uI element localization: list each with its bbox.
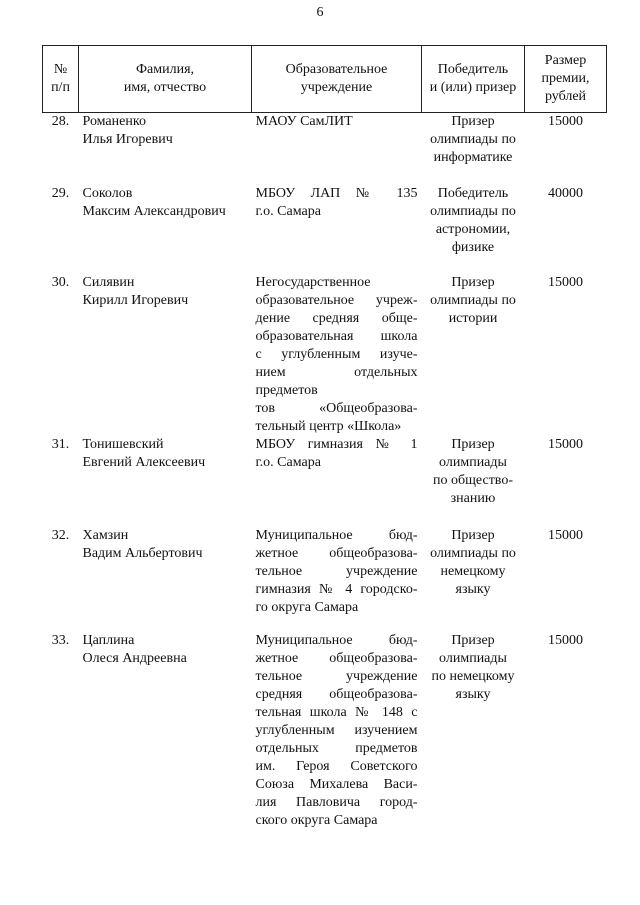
table-row (43, 436, 607, 527)
table-body (43, 113, 607, 863)
winner-status: Призер олимпиады по немецкому языку (430, 527, 516, 597)
header-name: Фамилия, имя, отчество (79, 46, 252, 113)
winner-status: Призер олимпиады по истории (430, 274, 516, 326)
prize-amount: 15000 (548, 632, 583, 648)
table-header-row (43, 46, 607, 113)
row-number: 33. (51, 632, 70, 648)
winner-status: Призер олимпиады по общество- знанию (433, 436, 513, 506)
full-name: Тонишевский Евгений Алексеевич (82, 436, 206, 470)
full-name: Силявин Кирилл Игоревич (82, 274, 189, 308)
awards-table (42, 45, 607, 863)
prize-amount: 15000 (548, 436, 583, 452)
table-row (43, 185, 607, 274)
table-row (43, 274, 607, 436)
institution: МБОУ ЛАП № 135 г.о. Самара (255, 185, 418, 219)
header-num: № п/п (43, 46, 79, 113)
prize-amount: 15000 (548, 274, 583, 290)
row-number: 29. (51, 185, 70, 201)
row-number: 30. (51, 274, 70, 290)
full-name: Хамзин Вадим Альбертович (82, 527, 203, 561)
page-number: 6 (316, 5, 324, 20)
institution: Муниципальное бюд- жетное общеобразова- тельное учреждение средняя общеобразова- тельная школа № 148 с углубленным изучением отдельных предметов им. Героя Советского Союза Михалева Васи- лия Павловича город- ского округа Самара (255, 632, 418, 828)
institution: Негосударственное образовательное учреж- дение средняя обще- образовательная школа с углубленным изуче- нием отдельных предметов тов «Общеобразова- тельный центр «Школа» (255, 274, 418, 434)
header-org: Образовательное учреждение (252, 46, 422, 113)
winner-status: Призер олимпиады по информатике (430, 114, 516, 165)
header-winner: Победитель и (или) призер (422, 46, 525, 113)
full-name: Романенко Илья Игоревич (82, 114, 173, 147)
header-prize: Размер премии, рублей (525, 46, 607, 113)
full-name: Цаплина Олеся Андреевна (82, 632, 187, 666)
row-number: 32. (51, 527, 70, 543)
institution: МАОУ СамЛИТ (255, 114, 353, 129)
table-row (43, 113, 607, 185)
table-row (43, 527, 607, 632)
prize-amount: 40000 (548, 185, 583, 201)
table-row (43, 632, 607, 863)
row-number: 28. (51, 114, 70, 129)
full-name: Соколов Максим Александрович (82, 185, 226, 219)
prize-amount: 15000 (548, 114, 583, 129)
institution: Муниципальное бюд- жетное общеобразова- тельное учреждение гимназия № 4 городско- го округа Самара (255, 527, 418, 615)
row-number: 31. (51, 436, 70, 452)
institution: МБОУ гимназия № 1 г.о. Самара (255, 436, 418, 470)
winner-status: Призер олимпиады по немецкому языку (431, 632, 515, 702)
prize-amount: 15000 (548, 527, 583, 543)
winner-status: Победитель олимпиады по астрономии, физике (430, 185, 516, 255)
